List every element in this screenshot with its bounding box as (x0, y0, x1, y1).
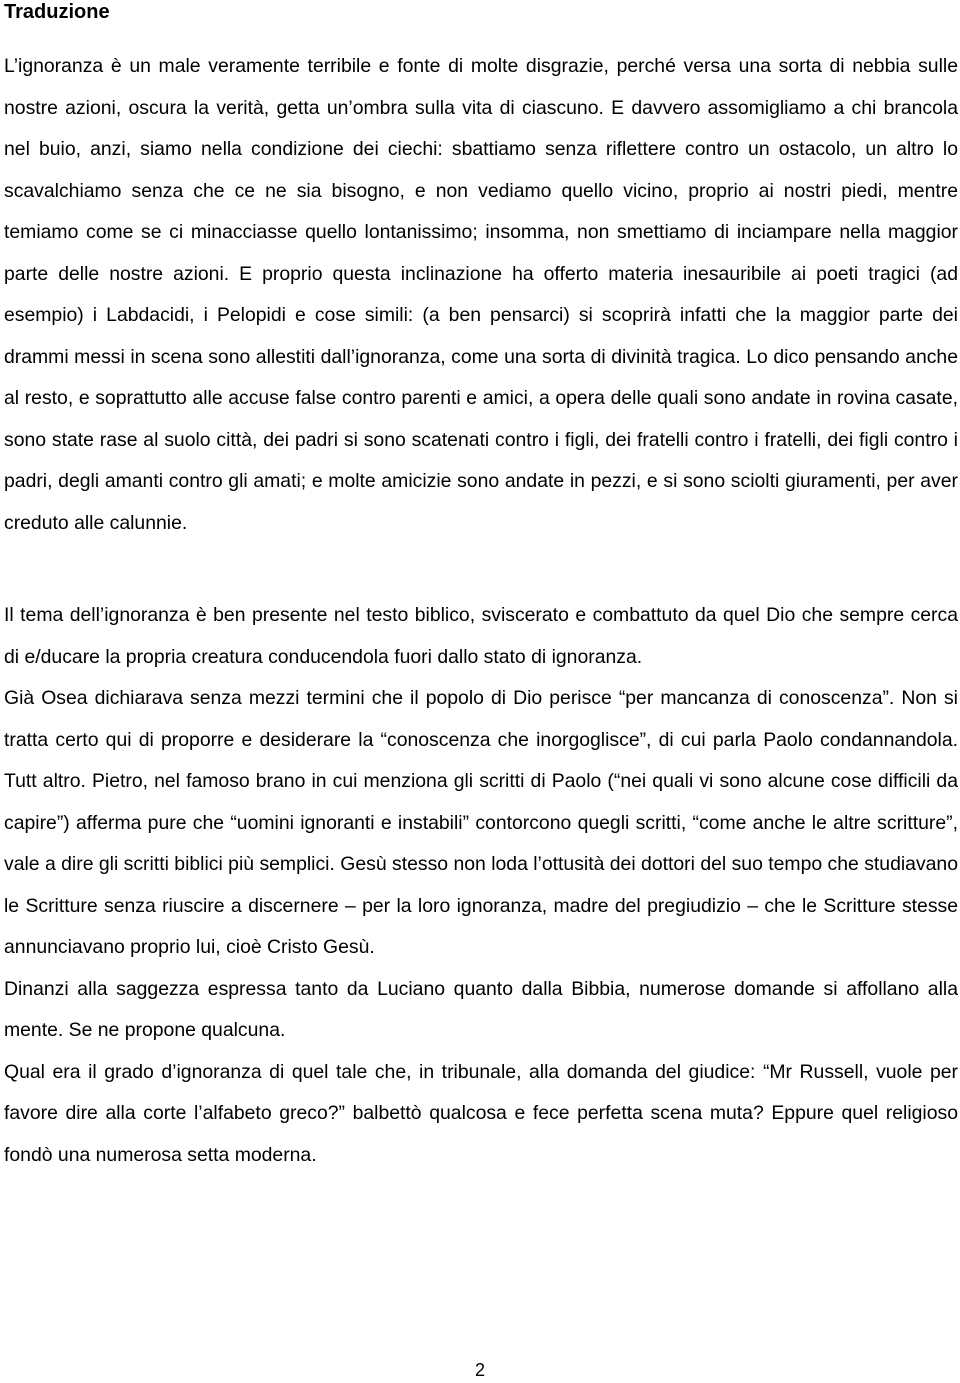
page-number: 2 (474, 1360, 485, 1380)
body-paragraph-questions-intro: Dinanzi alla saggezza espressa tanto da Luciano quanto dalla Bibbia, numerose domande si affollano alla mente. Se ne propone qualcuna. (4, 977, 958, 1041)
translation-paragraph: L’ignoranza è un male veramente terribile e fonte di molte disgrazie, perché versa una sorta di nebbia sulle nostre azioni, oscura la verità, getta un’ombra sulla vita di ciascuno. E davvero assomigliamo a chi brancola nel buio, anzi, siamo nella condizione dei ciechi: sbattiamo senza riflettere contro un ostacolo, un altro lo scavalchiamo senza che ce ne sia bisogno, e non vediamo quello vicino, proprio ai nostri piedi, mentre temiamo come se ci minacciasse quello lontanissimo; insomma, non smettiamo di inciampare nella maggior parte delle nostre azioni. E proprio questa inclinazione ha offerto materia inesauribile ai poeti tragici (ad esempio) i Labdacidi, i Pelopidi e cose simili: (a ben pensarci) si scoprirà infatti che la maggior parte dei drammi messi in scena sono allestiti dall’ignoranza, come una sorta di divinità tragica. Lo dico pensando anche al resto, e soprattutto alle accuse false contro parenti e amici, a opera delle quali sono andate in rovina casate, sono state rase al suolo città, dei padri si sono scatenati contro i figli, dei fratelli contro i fratelli, dei figli contro i padri, degli amanti contro gli amati; e molte amicizie sono andate in pezzi, e si sono sciolti giuramenti, per aver creduto alle calunnie. (4, 55, 958, 534)
section-heading: Traduzione (4, 1, 110, 23)
body-paragraph-osea: Già Osea dichiarava senza mezzi termini che il popolo di Dio perisce “per mancanza di conoscenza”. Non si tratta certo qui di proporre e desiderare la “conoscenza che inorgoglisce”, di cui parla Paolo condannandola. Tutt altro. Pietro, nel famoso brano in cui menziona gli scritti di Paolo (“nei quali vi sono alcune cose difficili da capire”) afferma pure che “uomini ignoranti e instabili” contorcono quegli scritti, “come anche le altre scritture”, vale a dire gli scritti biblici più semplici. Gesù stesso non loda l’ottusità dei dottori del suo tempo che studiavano le Scritture senza riuscire a discernere – per la loro ignoranza, madre del pregiudizio – che le Scritture stesse annunciavano proprio lui, cioè Cristo Gesù. (4, 687, 958, 958)
document-page (4, 0, 958, 1176)
body-paragraph-russell: Qual era il grado d’ignoranza di quel tale che, in tribunale, alla domanda del giudice: “Mr Russell, vuole per favore dire alla corte l’alfabeto greco?” balbettò qualcosa e fece perfetta scena muta? Eppure quel religioso fondò una numerosa setta moderna. (4, 1060, 958, 1166)
body-paragraph-ignorance-theme: Il tema dell’ignoranza è ben presente nel testo biblico, sviscerato e combattuto da quel Dio che sempre cerca di e/ducare la propria creatura conducendola fuori dallo stato di ignoranza. (4, 604, 958, 668)
